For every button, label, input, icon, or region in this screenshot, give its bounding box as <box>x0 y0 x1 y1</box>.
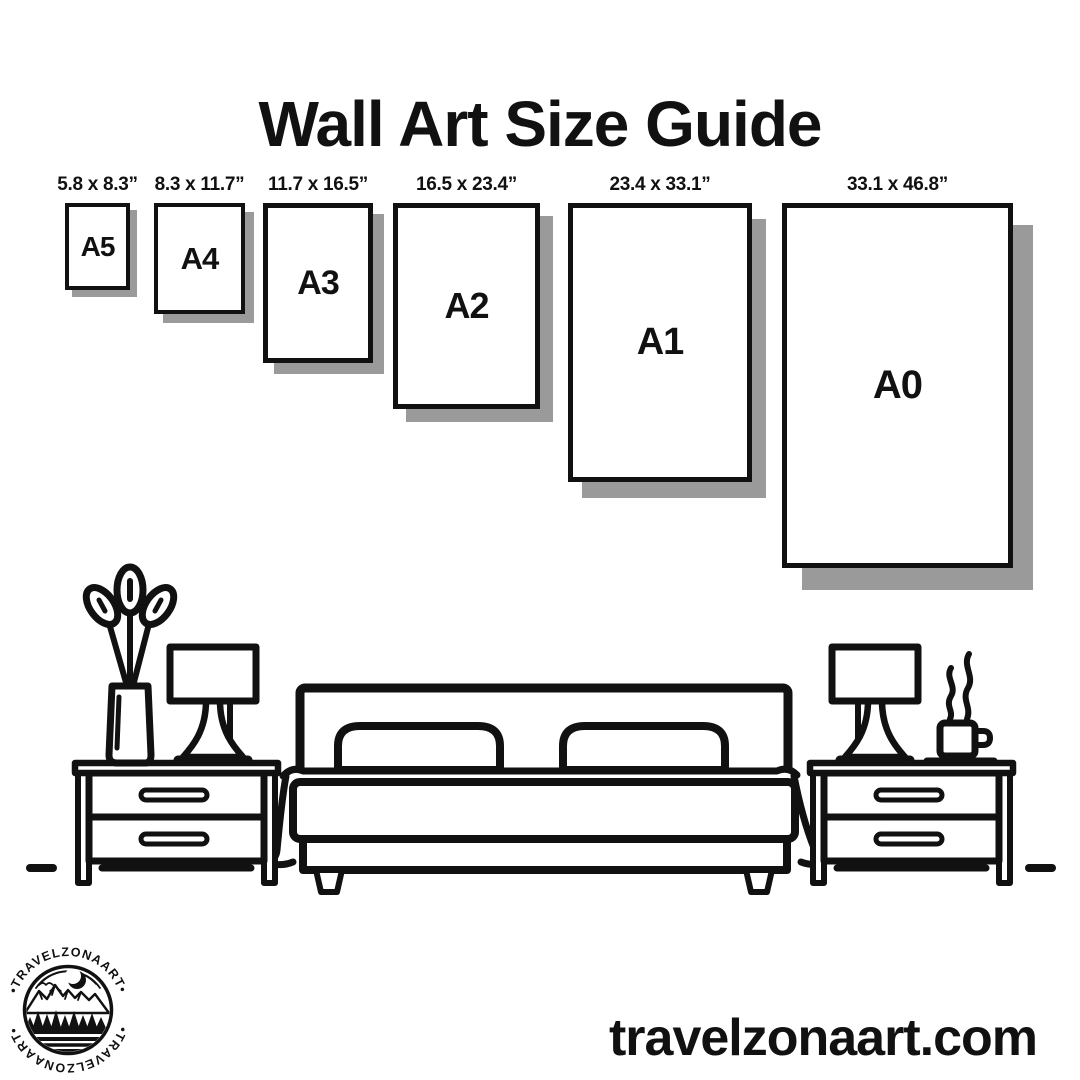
bed-pillow-right <box>563 726 725 770</box>
frame-box <box>393 203 540 409</box>
table-lamp-right <box>832 647 918 760</box>
size-name-label: A0 <box>872 363 923 407</box>
size-name-label: A3 <box>297 263 339 302</box>
frame-box <box>65 203 130 290</box>
steam-icon <box>949 668 953 719</box>
size-dimensions-label: 5.8 x 8.3” <box>57 174 138 195</box>
frame-box <box>782 203 1013 568</box>
bed-base <box>303 839 787 870</box>
size-dimensions-label: 23.4 x 33.1” <box>609 174 711 195</box>
bed-leg-left <box>316 870 342 892</box>
size-frame-a3 <box>263 174 373 363</box>
flower-vase <box>80 567 180 763</box>
steam-icon <box>966 654 971 719</box>
size-frame-a1 <box>568 174 752 482</box>
size-name-label: A2 <box>444 285 489 326</box>
frame-box <box>154 203 245 314</box>
size-frame-a5 <box>57 174 138 290</box>
frame-box <box>263 203 373 363</box>
size-name-label: A1 <box>636 321 684 363</box>
nightstand-right <box>810 763 1013 883</box>
size-name-label: A5 <box>80 230 115 262</box>
nightstand-left <box>75 763 278 883</box>
bed-mattress <box>293 782 795 839</box>
website-url: travelzonaart.com <box>608 1009 1038 1067</box>
bed-leg-right <box>746 870 772 892</box>
size-dimensions-label: 8.3 x 11.7” <box>154 174 245 195</box>
coffee-cup <box>927 654 994 761</box>
size-frame-a0 <box>782 174 1013 568</box>
size-frame-a4 <box>154 174 245 314</box>
size-dimensions-label: 16.5 x 23.4” <box>416 174 517 195</box>
size-frame-a2 <box>393 174 540 409</box>
frame-box <box>568 203 752 482</box>
bed-pillow-left <box>338 726 500 770</box>
size-name-label: A4 <box>180 240 219 276</box>
size-dimensions-label: 11.7 x 16.5” <box>268 174 368 195</box>
brand-logo-badge <box>5 933 135 1080</box>
logo-ring-text-bottom: •TRAVELZONAART• <box>6 1024 130 1076</box>
bedroom-illustration <box>0 560 1080 900</box>
logo-ring-text-top: •TRAVELZONAART• <box>6 944 130 996</box>
size-dimensions-label: 33.1 x 46.8” <box>847 174 948 195</box>
table-lamp-left <box>170 647 256 760</box>
page-title: Wall Art Size Guide <box>258 87 822 160</box>
double-bed <box>269 688 824 892</box>
